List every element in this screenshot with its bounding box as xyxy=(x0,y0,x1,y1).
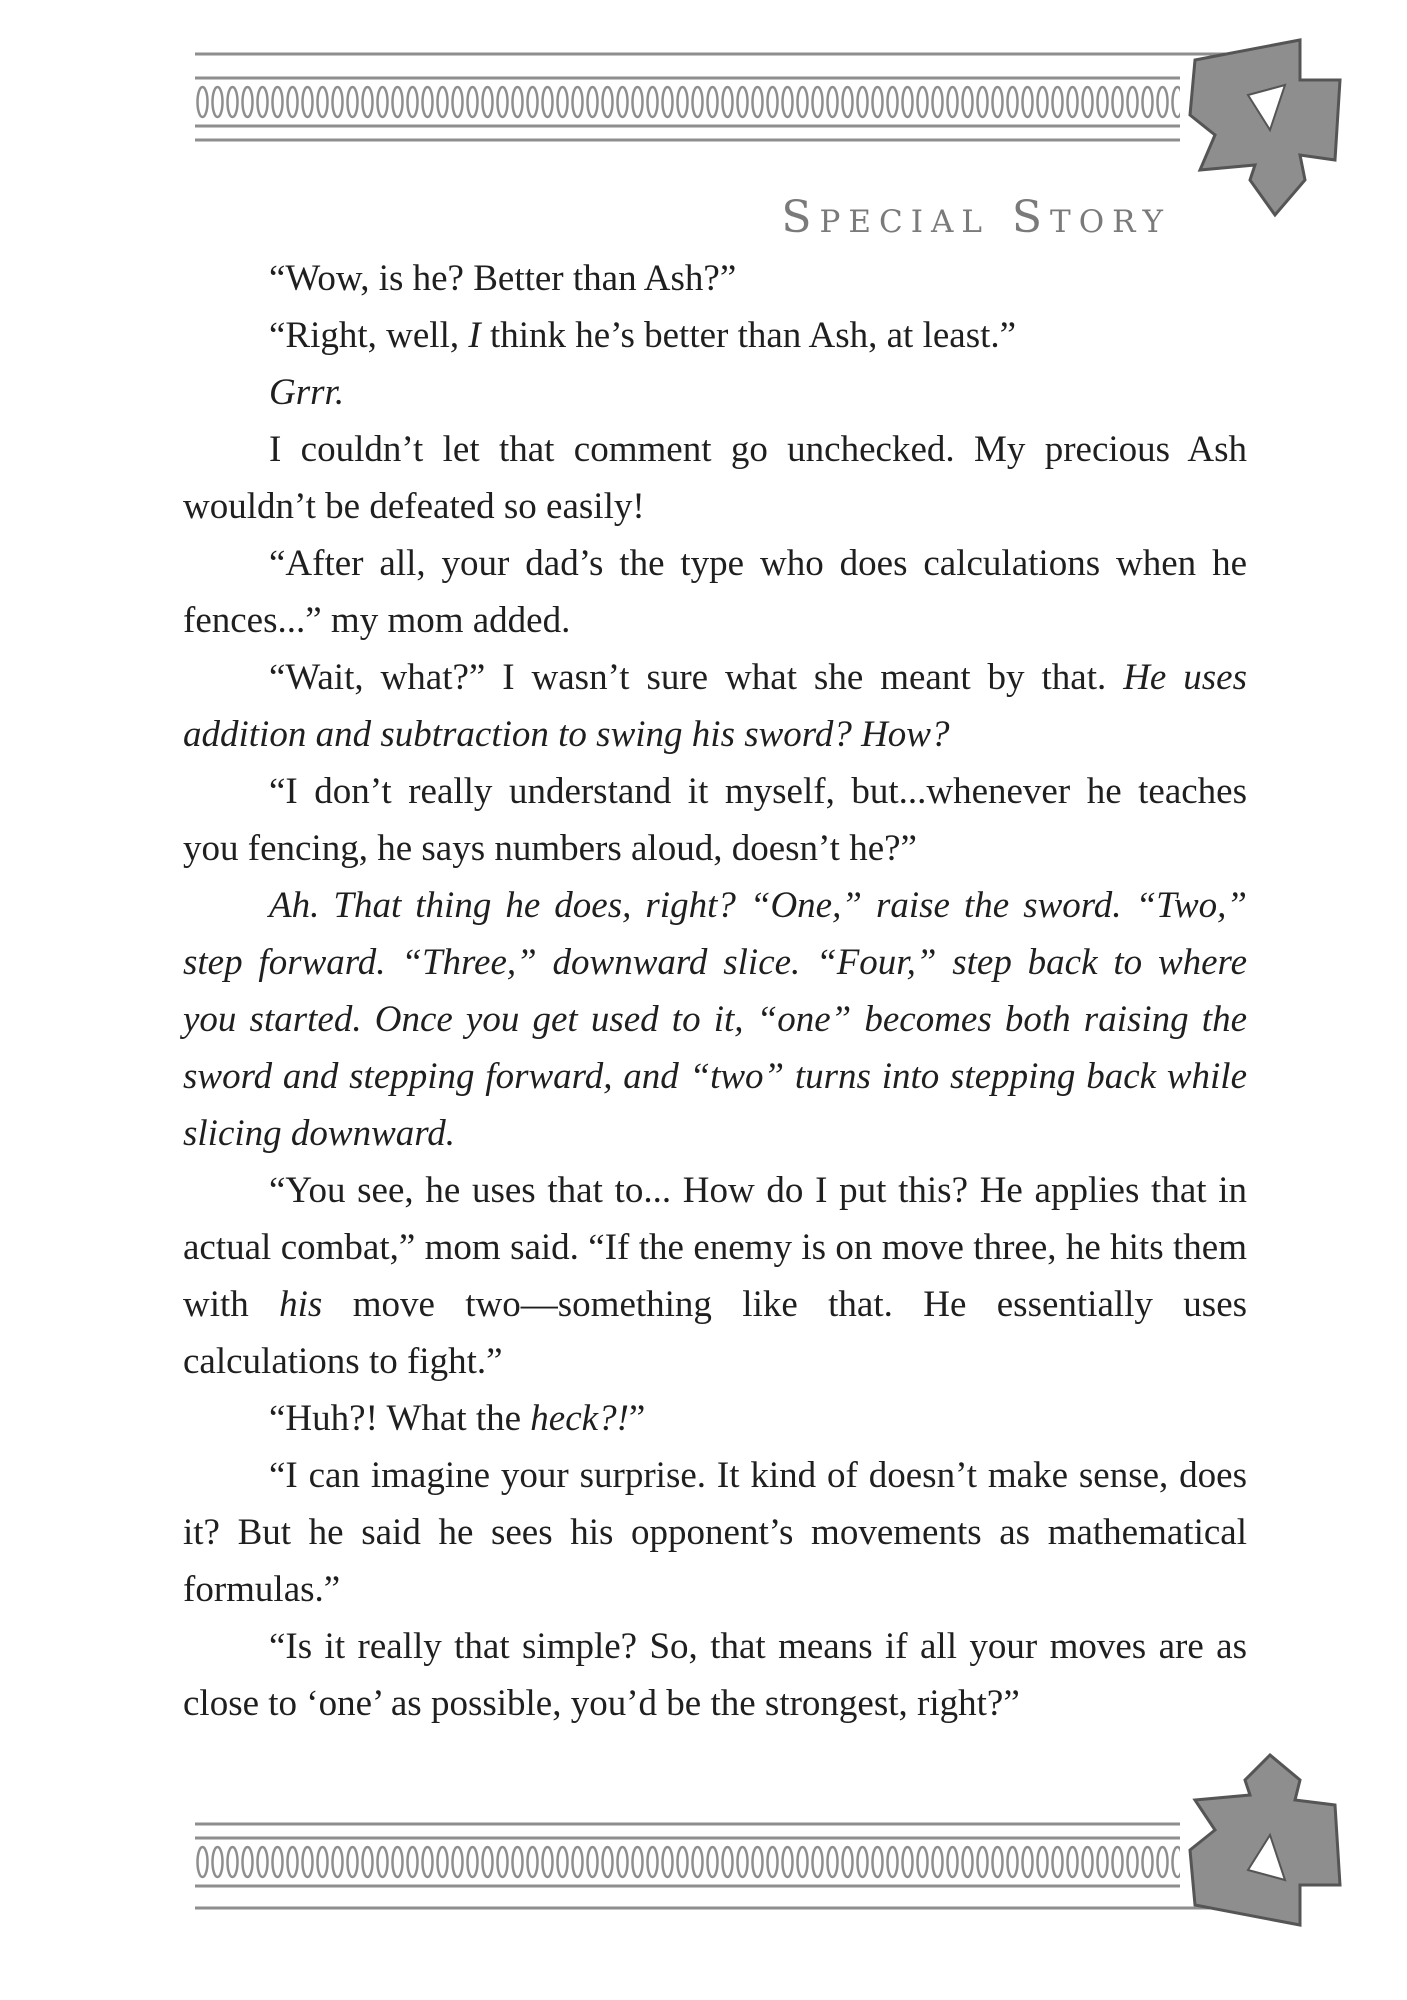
paragraph: “Wow, is he? Better than Ash?” xyxy=(269,258,737,299)
paragraph: “I don’t really understand it myself, but...whenever he teaches you fencing, he says numbers aloud, doesn’t he?” xyxy=(183,771,1247,869)
paragraph: Grrr. xyxy=(269,372,345,413)
paragraph: “I can imagine your surprise. It kind of doesn’t make sense, does it? But he said he sees his opponent’s movements as mathematical formulas.” xyxy=(183,1455,1247,1610)
emphasis: He uses addition and subtraction to swing his sword? How? xyxy=(183,657,1247,755)
text-run: ” xyxy=(628,1398,646,1439)
ornament-border-top xyxy=(0,40,1407,230)
paragraph xyxy=(183,1162,1247,1390)
footer-ornament xyxy=(0,1810,1407,2000)
page-header-title: Special Story xyxy=(781,192,1171,243)
paragraph: Ah. That thing he does, right? “One,” raise the sword. “Two,” step forward. “Three,” downward slice. “Four,” step back to where you started. Once you get used to it, “one” becomes both raising the sword and stepping forward, and “two” turns into stepping back while slicing downward. xyxy=(183,885,1247,1154)
paragraph: I couldn’t let that comment go unchecked. My precious Ash wouldn’t be defeated so easily! xyxy=(183,429,1247,527)
paragraph xyxy=(183,649,1247,763)
puzzle-piece-icon xyxy=(1190,1755,1340,1925)
paragraph: “After all, your dad’s the type who does calculations when he fences...” my mom added. xyxy=(183,543,1247,641)
text-run: “Right, well, xyxy=(269,315,469,356)
paragraph: “Is it really that simple? So, that means if all your moves are as close to ‘one’ as possible, you’d be the strongest, right?” xyxy=(183,1626,1247,1724)
text-run: “Huh?! What the xyxy=(269,1398,531,1439)
text-run: move two—something like that. He essentially uses calculations to fight.” xyxy=(183,1284,1248,1382)
header-ornament xyxy=(0,40,1407,243)
story-text xyxy=(183,250,1247,1732)
emphasis: I xyxy=(468,315,481,356)
emphasis: heck?! xyxy=(530,1398,629,1439)
text-run: “Wait, what?” I wasn’t sure what she meant by that. xyxy=(269,657,1124,698)
ornament-border-bottom xyxy=(0,1810,1407,2000)
text-run: “You see, he uses that to... How do I put this? He applies that in actual combat,” mom said. “If the enemy is on move three, he hits them with xyxy=(183,1170,1247,1325)
paragraph xyxy=(183,307,1247,364)
text-run: think he’s better than Ash, at least.” xyxy=(480,315,1017,356)
puzzle-piece-icon xyxy=(1190,40,1340,215)
paragraph xyxy=(183,1390,1247,1447)
emphasis: his xyxy=(279,1284,323,1325)
